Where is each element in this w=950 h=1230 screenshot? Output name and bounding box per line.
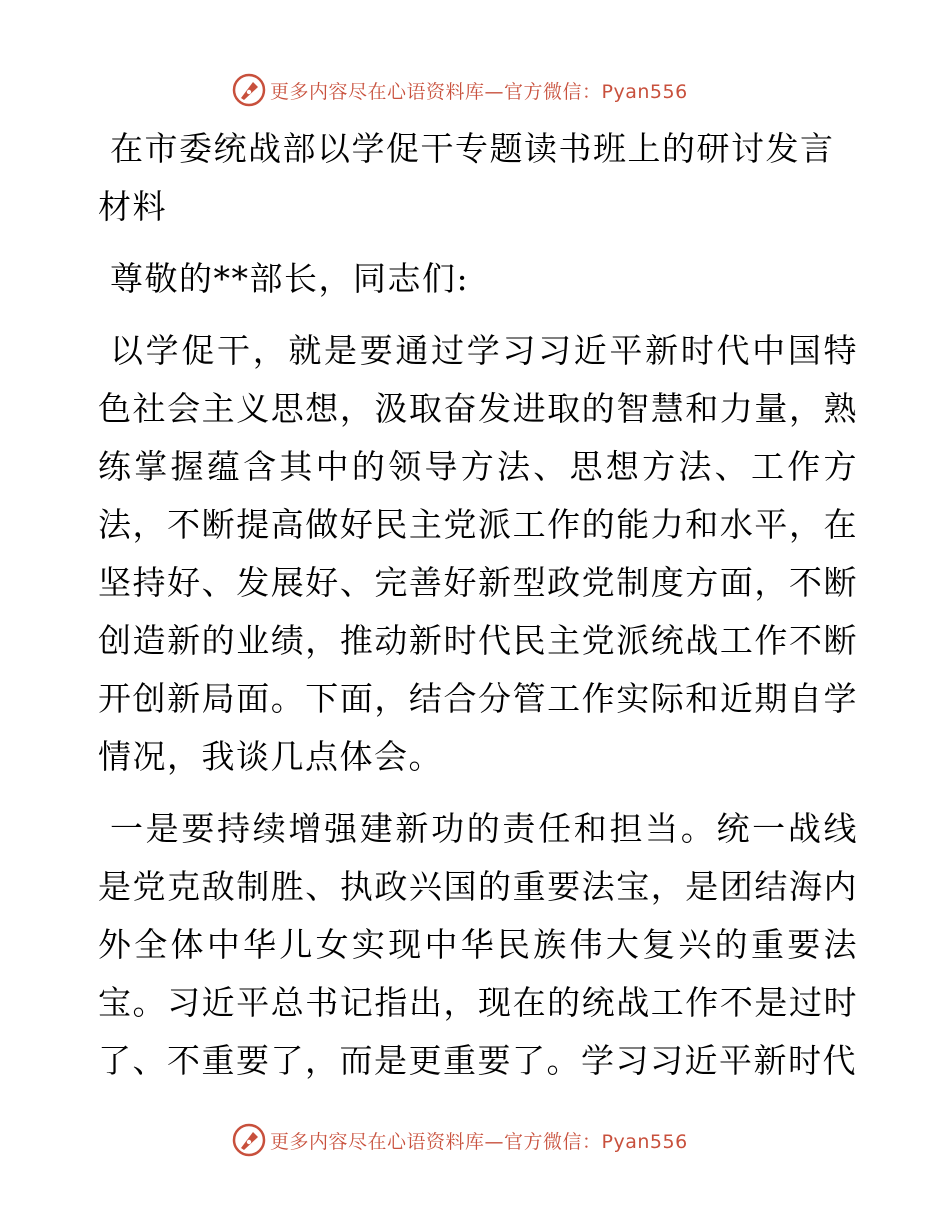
- paragraph-2: 一是要持续增强建新功的责任和担当。统一战线是党克敌制胜、执政兴国的重要法宝，是团结海内外全体中华儿女实现中华民族伟大复兴的重要法宝。习近平总书记指出，现在的统战工作不是过时了、不重要了，而是更重要了。学习习近平新时代: [98, 809, 858, 1080]
- pen-nib-circle-icon: [232, 1123, 266, 1157]
- watermark-header: [232, 72, 732, 108]
- paragraph-1: 以学促干，就是要通过学习习近平新时代中国特色社会主义思想，汲取奋发进取的智慧和力量，熟练掌握蕴含其中的领导方法、思想方法、工作方法，不断提高做好民主党派工作的能力和水平，在坚持好、发展好、完善好新型政党制度方面，不断创造新的业绩，推动新时代民主党派统战工作不断开创新局面。下面，结合分管工作实际和近期自学情况，我谈几点体会。: [98, 331, 858, 776]
- document-title: 在市委统战部以学促干专题读书班上的研讨发言材料: [98, 129, 835, 226]
- watermark-text: 更多内容尽在心语资料库—官方微信：Pyan556: [270, 1130, 688, 1153]
- watermark-footer: [232, 1122, 732, 1158]
- greeting: 尊敬的**部长，同志们:: [110, 259, 470, 298]
- pen-nib-circle-icon: [232, 73, 266, 107]
- watermark-text: 更多内容尽在心语资料库—官方微信：Pyan556: [270, 80, 688, 103]
- document-body: [98, 120, 858, 1104]
